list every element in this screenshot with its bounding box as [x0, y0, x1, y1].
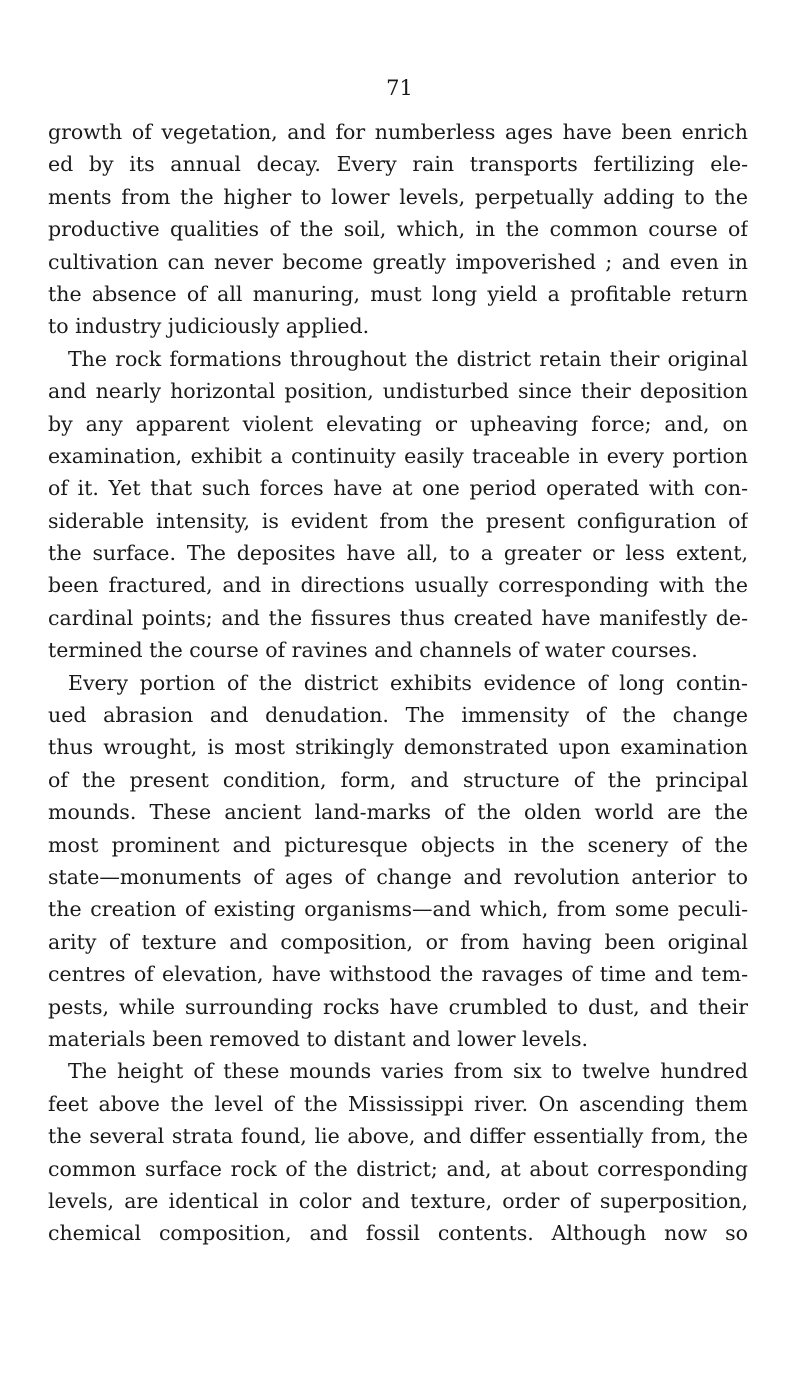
- body-text: [48, 116, 748, 1250]
- text-line: cultivation can never become greatly impoverished ; and even in: [48, 249, 748, 274]
- text-line: the surface. The deposites have all, to a greater or less extent,: [48, 541, 748, 566]
- text-line: pests, while surrounding rocks have crumbled to dust, and their: [48, 994, 748, 1019]
- text-line: feet above the level of the Mississippi river. On ascending them: [48, 1091, 748, 1116]
- text-line: common surface rock of the district; and, at about corresponding: [48, 1156, 748, 1181]
- text-line: examination, exhibit a continuity easily traceable in every portion: [48, 443, 748, 468]
- text-line: of it. Yet that such forces have at one period operated with con-: [48, 476, 748, 501]
- text-line: Every portion of the district exhibits evidence of long contin-: [68, 670, 748, 695]
- paragraph-1: [48, 116, 748, 343]
- text-line: thus wrought, is most strikingly demonstrated upon examination: [48, 735, 748, 760]
- text-line: productive qualities of the soil, which, in the common course of: [48, 217, 748, 242]
- text-line: been fractured, and in directions usually corresponding with the: [48, 573, 748, 598]
- text-line: to industry judiciously applied.: [48, 314, 370, 339]
- text-line: state—monuments of ages of change and revolution anterior to: [48, 864, 748, 889]
- text-line: cardinal points; and the fissures thus created have manifestly de-: [48, 605, 748, 630]
- text-line: the several strata found, lie above, and differ essentially from, the: [48, 1124, 748, 1149]
- text-line: the creation of existing organisms—and which, from some peculi-: [48, 897, 748, 922]
- text-line: arity of texture and composition, or from having been original: [48, 929, 748, 954]
- text-line: centres of elevation, have withstood the ravages of time and tem-: [48, 962, 748, 987]
- text-line: most prominent and picturesque objects in the scenery of the: [48, 832, 748, 857]
- text-line: The rock formations throughout the district retain their original: [68, 346, 748, 371]
- text-line: by any apparent violent elevating or upheaving force; and, on: [48, 411, 748, 436]
- page-number: 71: [386, 76, 413, 100]
- paragraph-3: [48, 667, 748, 1056]
- text-line: ments from the higher to lower levels, perpetually adding to the: [48, 184, 748, 209]
- text-line: materials been removed to distant and lower levels.: [48, 1026, 589, 1051]
- text-line: levels, are identical in color and texture, order of superposition,: [48, 1188, 748, 1213]
- text-line: and nearly horizontal position, undisturbed since their deposition: [48, 379, 748, 404]
- text-line: chemical composition, and fossil contents. Although now so: [48, 1221, 748, 1246]
- text-line: the absence of all manuring, must long yield a profitable return: [48, 281, 748, 306]
- text-line: mounds. These ancient land-marks of the olden world are the: [48, 800, 748, 825]
- text-line: siderable intensity, is evident from the present configuration of: [48, 508, 748, 533]
- text-line: growth of vegetation, and for numberless ages have been enrich: [48, 120, 748, 144]
- text-line: termined the course of ravines and channels of water courses.: [48, 638, 698, 663]
- paragraph-2: [48, 343, 748, 667]
- text-line: The height of these mounds varies from six to twelve hundred: [68, 1059, 748, 1084]
- paragraph-4: [48, 1055, 748, 1249]
- text-line: ed by its annual decay. Every rain transports fertilizing ele-: [48, 152, 748, 177]
- text-line: of the present condition, form, and structure of the principal: [48, 767, 748, 792]
- text-line: ued abrasion and denudation. The immensity of the change: [48, 703, 748, 728]
